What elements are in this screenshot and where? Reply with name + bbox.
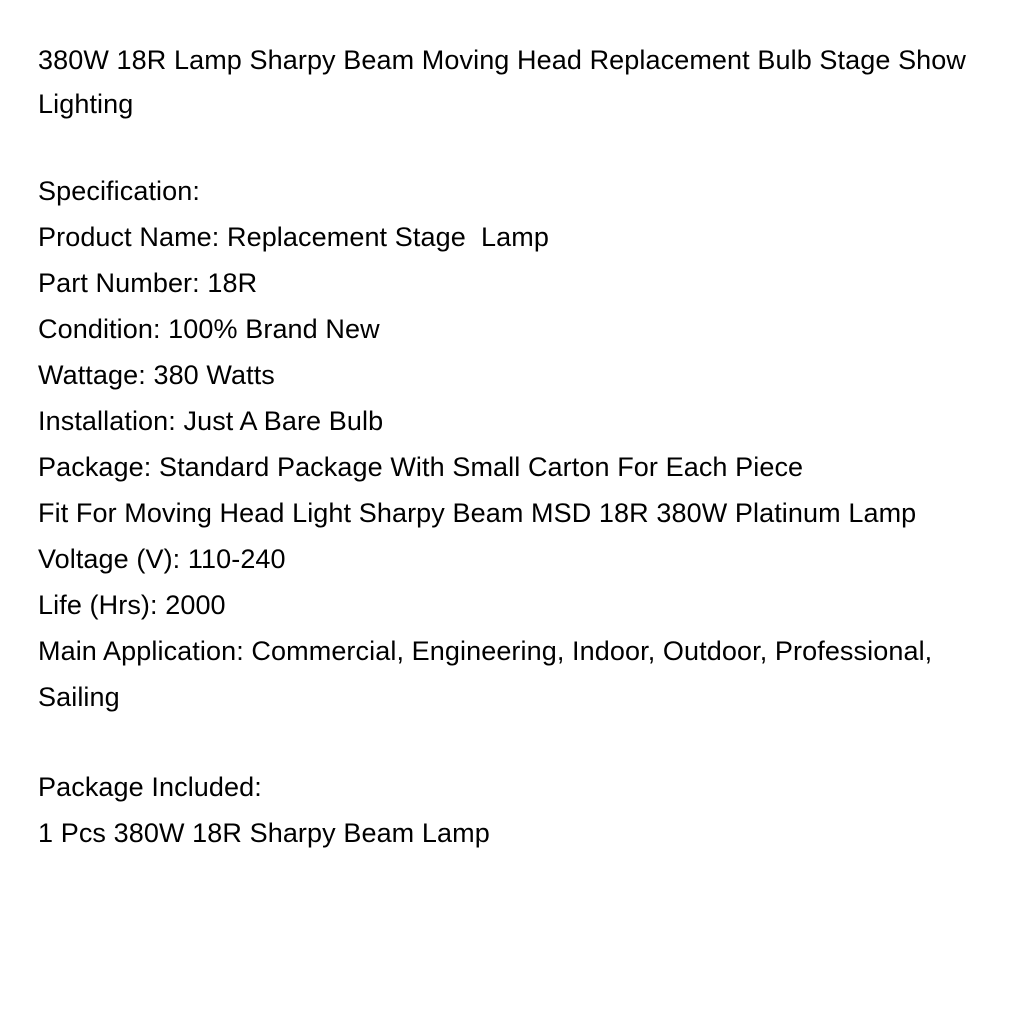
spec-line-main-application: Main Application: Commercial, Engineering, Indoor, Outdoor, Professional, Sailing <box>38 636 940 712</box>
spec-line-life: Life (Hrs): 2000 <box>38 590 226 620</box>
spec-line-fit-for: Fit For Moving Head Light Sharpy Beam MSD 18R 380W Platinum Lamp <box>38 498 917 528</box>
specification-section <box>38 168 984 720</box>
package-included-heading: Package Included: <box>38 772 262 802</box>
spec-line-package: Package: Standard Package With Small Carton For Each Piece <box>38 452 804 482</box>
spacer-after-title <box>38 126 984 168</box>
spacer-before-package <box>38 720 984 764</box>
spec-line-wattage: Wattage: 380 Watts <box>38 360 275 390</box>
page-title: 380W 18R Lamp Sharpy Beam Moving Head Replacement Bulb Stage Show Lighting <box>38 45 967 119</box>
package-included-section <box>38 764 984 856</box>
spec-line-part-number: Part Number: 18R <box>38 268 258 298</box>
specification-heading: Specification: <box>38 176 200 206</box>
spec-line-voltage: Voltage (V): 110-240 <box>38 544 286 574</box>
spec-line-product-name: Product Name: Replacement Stage Lamp <box>38 222 549 252</box>
spec-line-condition: Condition: 100% Brand New <box>38 314 380 344</box>
spec-line-installation: Installation: Just A Bare Bulb <box>38 406 384 436</box>
package-included-item: 1 Pcs 380W 18R Sharpy Beam Lamp <box>38 818 490 848</box>
